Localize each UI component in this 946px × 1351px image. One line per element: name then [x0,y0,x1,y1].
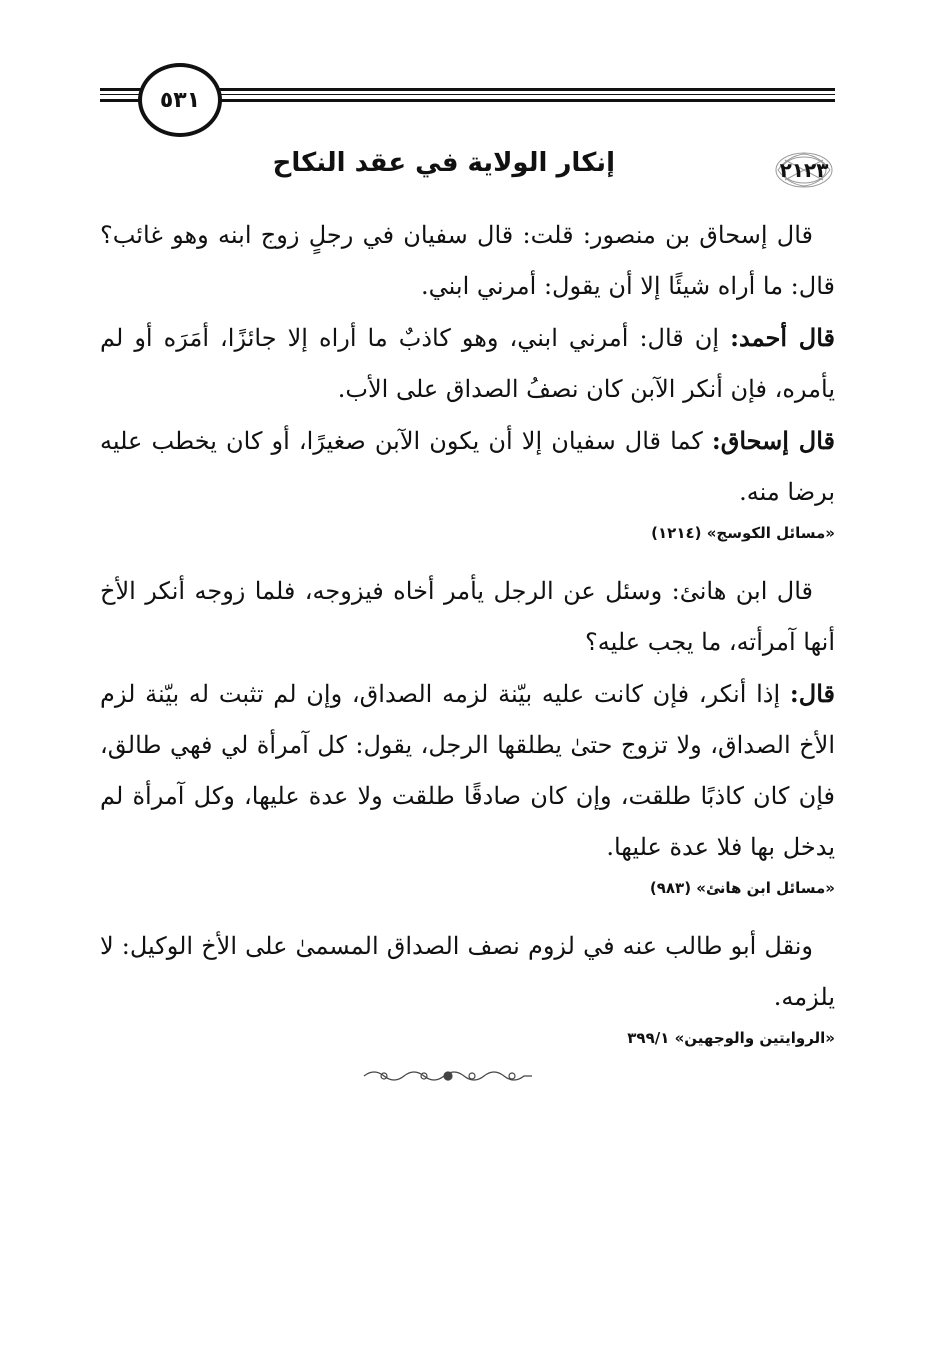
issue-heading [100,148,835,196]
speaker-lead: قال إسحاق: [711,426,836,455]
issue-number-badge [773,150,835,190]
speaker-lead: قال: [789,679,835,708]
page-body [100,210,835,1051]
paragraph-text: قال إسحاق بن منصور: قلت: قال سفيان في رجلٍ زوج ابنه وهو غائب؟ قال: ما أراه شيئًا إلا أن يقول: أمرني ابني. [100,221,835,300]
page-header [100,58,835,138]
issue-title: إنكار الولاية في عقد النكاح [272,148,615,178]
source-citation: «مسائل الكوسج» (١٢١٤) [651,524,835,542]
paragraph [100,566,835,668]
floral-divider-icon [360,1068,536,1084]
page-number: ٥٣١ [159,87,201,113]
paragraph [100,415,835,518]
issue-number: ٢١٢٣ [779,158,829,182]
paragraph-text: إن قال: أمرني ابني، وهو كاذبٌ ما أراه إلا جائزًا، أمَرَه أو لم يأمره، فإن أنكر الآبن كان نصفُ الصداق على الأب. [100,324,835,403]
paragraph [100,668,835,873]
paragraph-text: كما قال سفيان إلا أن يكون الآبن صغيرًا، أو كان يخطب عليه برضا منه. [100,427,835,506]
paragraph-text: قال ابن هانئ: وسئل عن الرجل يأمر أخاه فيزوجه، فلما زوجه أنكر الأخ أنها آمرأته، ما يجب عليه؟ [100,577,835,656]
speaker-lead: قال أحمد: [730,323,835,352]
paragraph-text: ونقل أبو طالب عنه في لزوم نصف الصداق المسمىٰ على الأخ الوكيل: لا يلزمه. [100,932,835,1011]
paragraph [100,921,835,1023]
end-ornament [360,1068,536,1084]
page-number-badge [138,63,222,137]
paragraph [100,210,835,312]
paragraph [100,312,835,415]
source-citation: «مسائل ابن هانئ» (٩٨٣) [649,879,835,897]
paragraph-text: إذا أنكر، فإن كانت عليه بيّنة لزمه الصداق، وإن لم تثبت له بيّنة لزم الأخ الصداق، ولا تزوج حتىٰ يطلقها الرجل، يقول: كل آمرأة لي فهي طالق، فإن كان كاذبًا طلقت، وإن كان صادقًا طلقت ولا عدة عليها، وكل آمرأة لم يدخل بها فلا عدة عليها. [100,680,835,861]
source-citation: «الروايتين والوجهين» ٣٩٩/١ [627,1029,835,1047]
